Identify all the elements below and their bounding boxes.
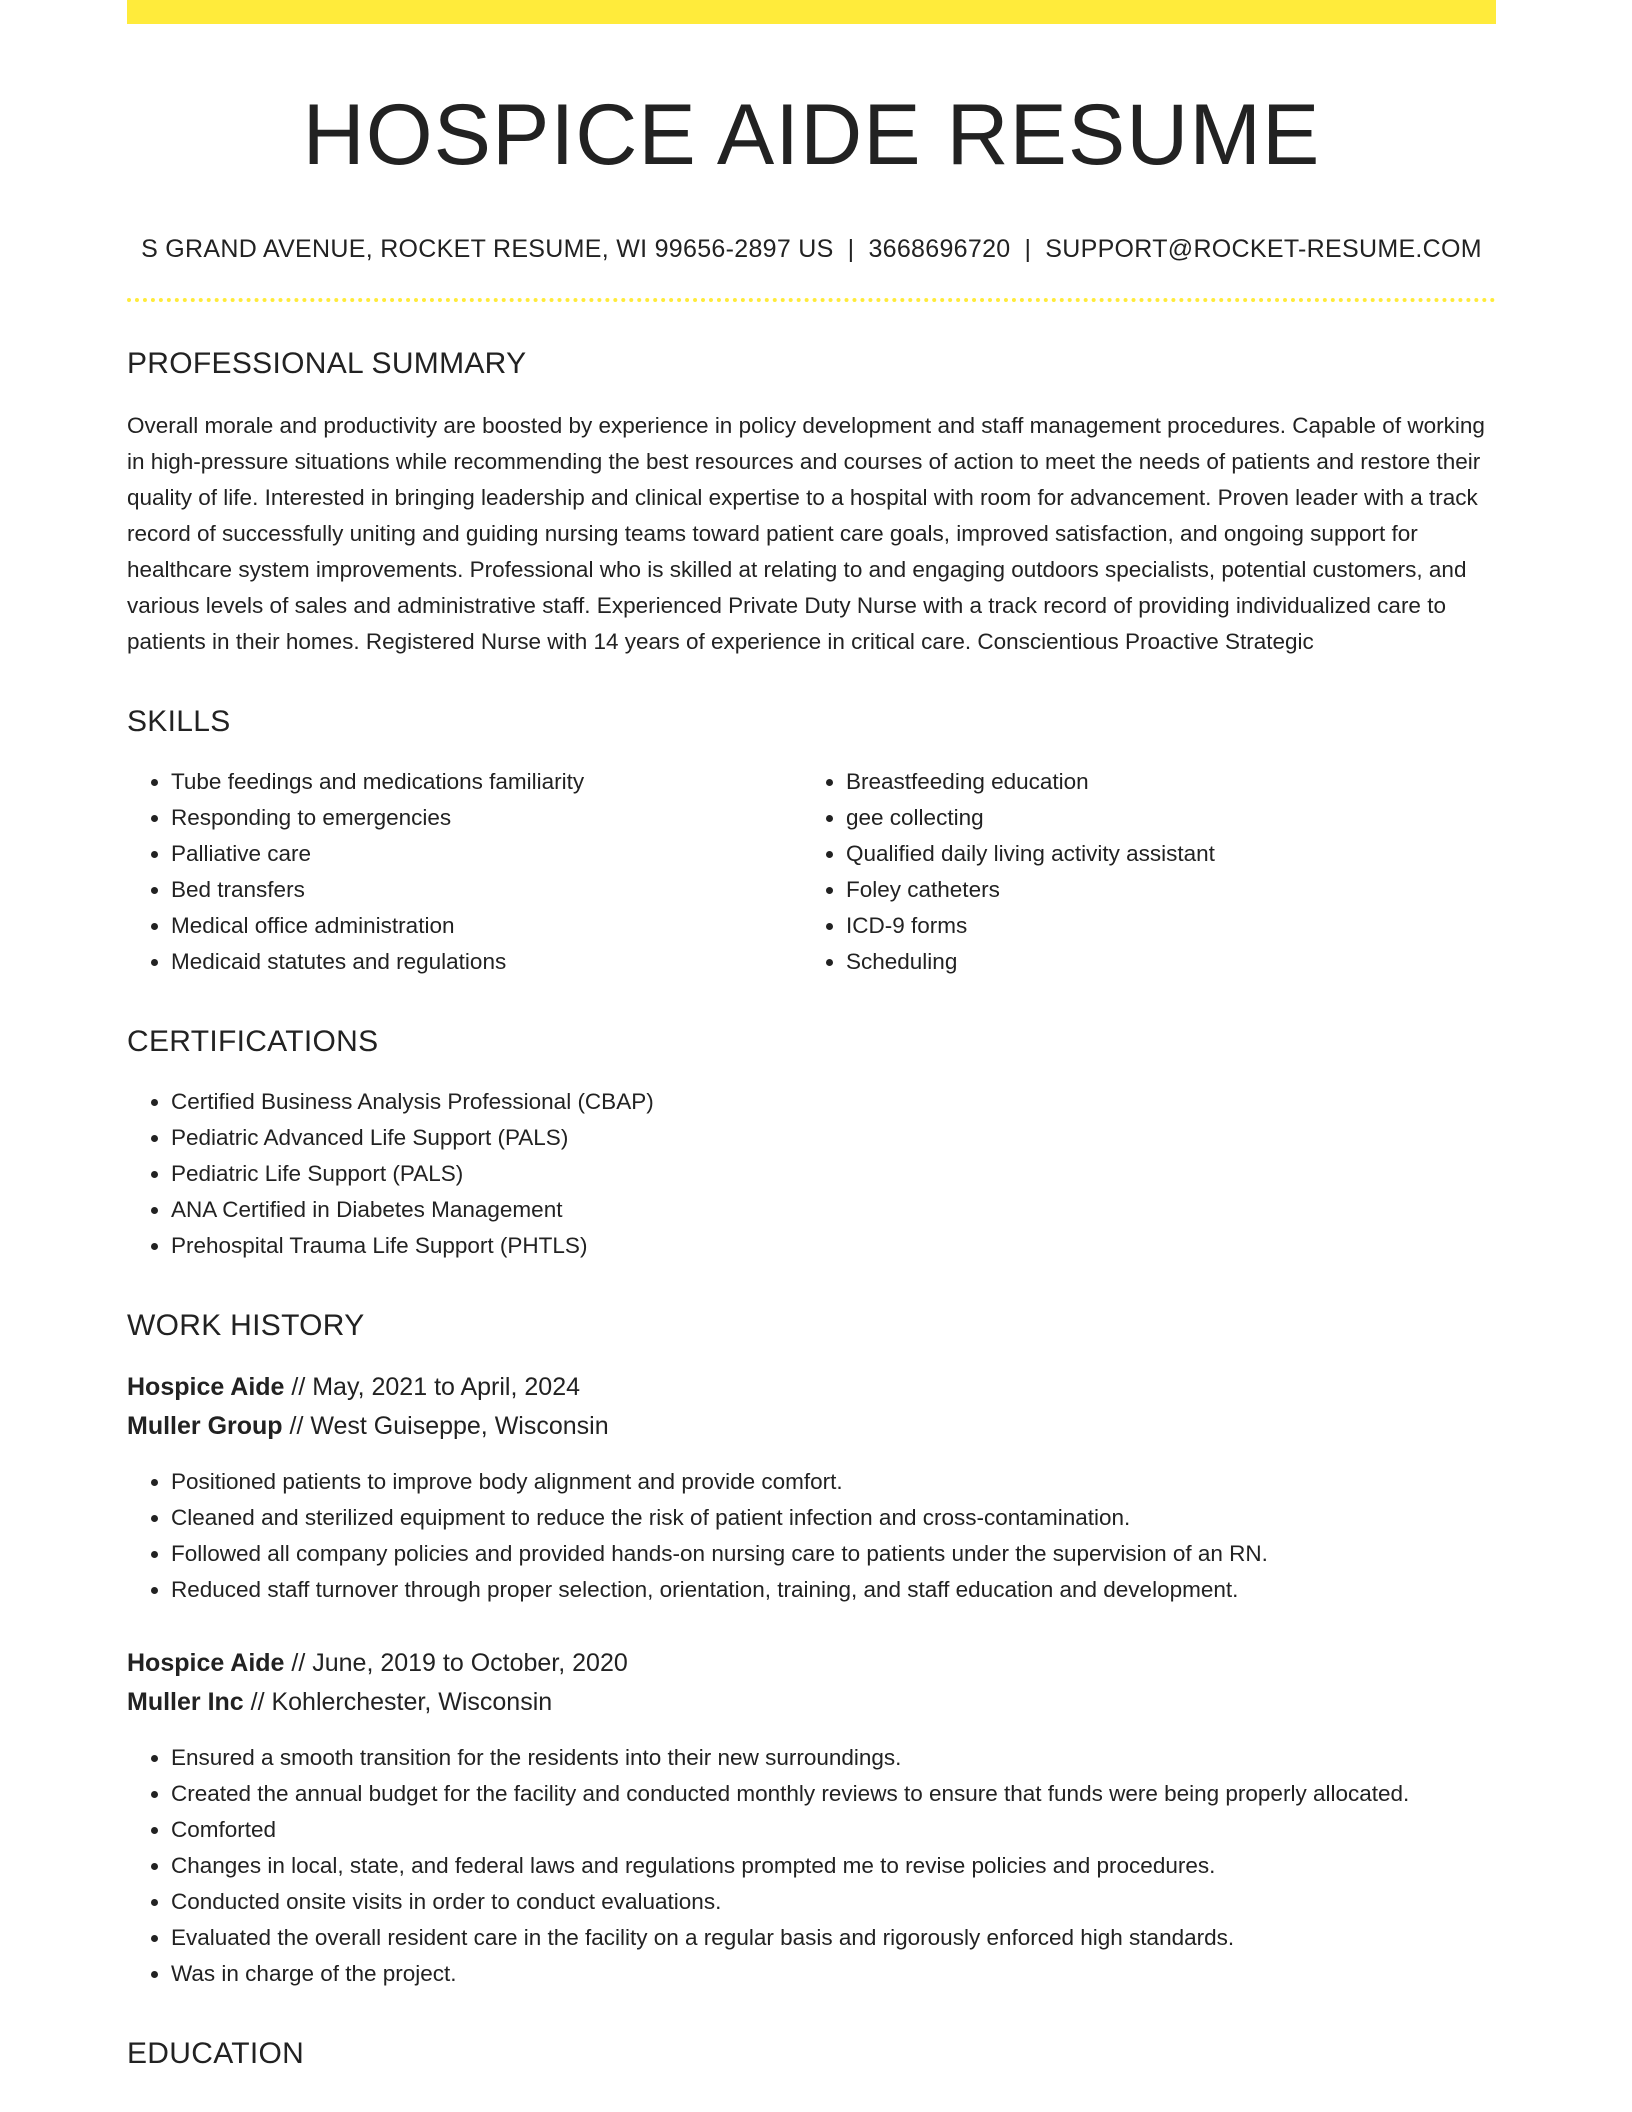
skills-list-left — [127, 764, 802, 980]
job-bullet: • Followed all company policies and provided hands-on nursing care to patients under the supervision of an RN. — [171, 1536, 1496, 1572]
certifications-heading: CERTIFICATIONS — [127, 1024, 379, 1058]
skills-column-right — [802, 764, 1477, 980]
education-heading: EDUCATION — [127, 2036, 305, 2070]
skill-item: • ICD-9 forms — [846, 908, 1477, 944]
education-section — [127, 2036, 1496, 2072]
top-accent-bar — [127, 0, 1496, 24]
skill-item: • Tube feedings and medications familiarity — [171, 764, 802, 800]
job-location: // Kohlerchester, Wisconsin — [243, 1687, 553, 1716]
summary-text: Overall morale and productivity are boosted by experience in policy development and staff management procedures. Capable of working in high-pressure situations while recommending the best resources and courses of action to meet the needs of patients and restore their quality of life. Interested in bringing leadership and clinical expertise to a hospital with room for advancement. Proven leader with a track record of successfully uniting and guiding nursing teams toward patient care goals, improved satisfaction, and ongoing support for healthcare system improvements. Professional who is skilled at relating to and engaging outdoors specialists, potential customers, and various levels of sales and administrative staff. Experienced Private Duty Nurse with a track record of providing individualized care to patients in their homes. Registered Nurse with 14 years of experience in critical care. Conscientious Proactive Strategic — [127, 412, 1485, 654]
work-history-heading: WORK HISTORY — [127, 1308, 365, 1342]
contact-separator: | — [847, 235, 855, 264]
job-role: Hospice Aide — [127, 1372, 285, 1401]
contact-phone: 3668696720 — [868, 235, 1011, 264]
job-dates: // June, 2019 to October, 2020 — [284, 1648, 628, 1677]
summary-heading: PROFESSIONAL SUMMARY — [127, 346, 527, 380]
skill-item: • Medical office administration — [171, 908, 802, 944]
certification-item: • Pediatric Life Support (PALS) — [171, 1156, 1496, 1192]
certification-item: • ANA Certified in Diabetes Management — [171, 1192, 1496, 1228]
certification-item: • Prehospital Trauma Life Support (PHTLS) — [171, 1228, 1496, 1264]
job-header — [127, 1644, 1496, 1722]
job-bullet: • Evaluated the overall resident care in the facility on a regular basis and rigorously enforced high standards. — [171, 1920, 1496, 1956]
skill-item: • Responding to emergencies — [171, 800, 802, 836]
skill-item: • gee collecting — [846, 800, 1477, 836]
skill-item: • Breastfeeding education — [846, 764, 1477, 800]
job-bullet: • Positioned patients to improve body alignment and provide comfort. — [171, 1464, 1496, 1500]
job-company-line — [127, 1683, 1496, 1722]
dotted-divider — [127, 298, 1496, 302]
job-bullet: • Cleaned and sterilized equipment to reduce the risk of patient infection and cross-contamination. — [171, 1500, 1496, 1536]
contact-address: S GRAND AVENUE, ROCKET RESUME, WI 99656-2897 US — [141, 235, 834, 264]
resume-page — [127, 0, 1496, 2072]
job-location: // West Guiseppe, Wisconsin — [282, 1411, 609, 1440]
job-bullet: • Comforted — [171, 1812, 1496, 1848]
job-role-line — [127, 1644, 1496, 1683]
skills-list-right — [802, 764, 1477, 980]
skills-heading: SKILLS — [127, 704, 231, 738]
job-company: Muller Inc — [127, 1687, 244, 1716]
skills-column-left — [127, 764, 802, 980]
job-bullet: • Reduced staff turnover through proper selection, orientation, training, and staff education and development. — [171, 1572, 1496, 1608]
skill-item: • Bed transfers — [171, 872, 802, 908]
skills-columns — [127, 764, 1496, 980]
skill-item: • Qualified daily living activity assistant — [846, 836, 1477, 872]
contact-email: SUPPORT@ROCKET-RESUME.COM — [1045, 235, 1482, 264]
job-entry — [127, 1368, 1496, 1608]
contact-line — [127, 233, 1496, 266]
work-history-section — [127, 1308, 1496, 1992]
job-header — [127, 1368, 1496, 1446]
skill-item: • Foley catheters — [846, 872, 1477, 908]
job-role-line — [127, 1368, 1496, 1407]
job-bullet: • Ensured a smooth transition for the residents into their new surroundings. — [171, 1740, 1496, 1776]
skill-item: • Medicaid statutes and regulations — [171, 944, 802, 980]
job-bullet: • Created the annual budget for the facility and conducted monthly reviews to ensure that funds were being properly allocated. — [171, 1776, 1496, 1812]
skills-section — [127, 704, 1496, 980]
certification-item: • Pediatric Advanced Life Support (PALS) — [171, 1120, 1496, 1156]
certifications-list — [127, 1084, 1496, 1264]
skill-item: • Palliative care — [171, 836, 802, 872]
job-bullets — [127, 1464, 1496, 1608]
job-bullet: • Changes in local, state, and federal laws and regulations prompted me to revise policies and procedures. — [171, 1848, 1496, 1884]
job-dates: // May, 2021 to April, 2024 — [284, 1372, 580, 1401]
contact-separator: | — [1024, 235, 1032, 264]
certifications-section — [127, 1024, 1496, 1264]
certification-item: • Certified Business Analysis Professional (CBAP) — [171, 1084, 1496, 1120]
resume-title: HOSPICE AIDE RESUME — [302, 87, 1321, 183]
skill-item: • Scheduling — [846, 944, 1477, 980]
job-company-line — [127, 1407, 1496, 1446]
job-role: Hospice Aide — [127, 1648, 285, 1677]
job-bullet: • Conducted onsite visits in order to conduct evaluations. — [171, 1884, 1496, 1920]
job-bullets — [127, 1740, 1496, 1992]
job-entry — [127, 1644, 1496, 1992]
job-bullet: • Was in charge of the project. — [171, 1956, 1496, 1992]
job-company: Muller Group — [127, 1411, 283, 1440]
summary-section — [127, 346, 1496, 660]
